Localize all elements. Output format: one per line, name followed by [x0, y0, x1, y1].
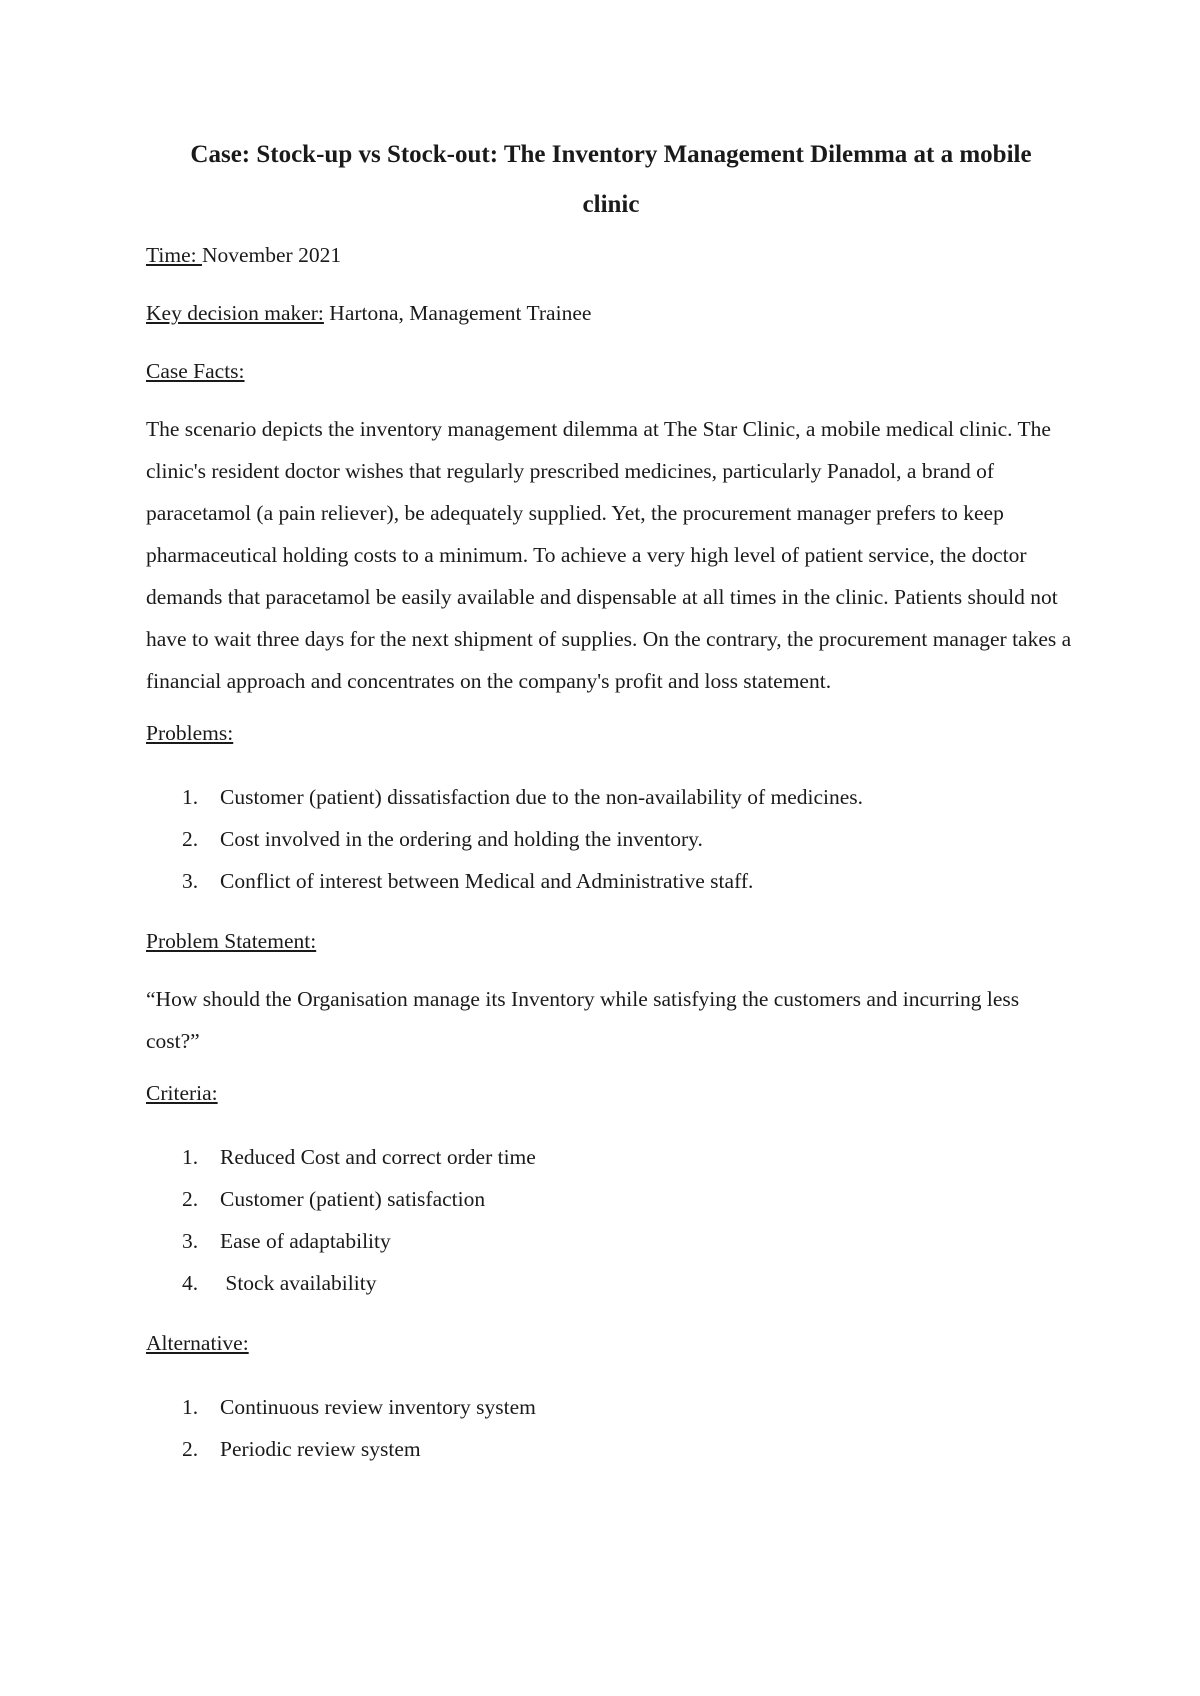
document-page — [146, 130, 1076, 1494]
list-item: 1. Reduced Cost and correct order time — [182, 1145, 536, 1169]
criteria-list — [146, 1136, 1076, 1304]
list-item: 1. Customer (patient) dissatisfaction due to the non-availability of medicines. — [182, 785, 864, 809]
time-line — [146, 240, 1076, 270]
alternative-heading: Alternative: — [146, 1331, 249, 1355]
list-item: 3. Conflict of interest between Medical and Administrative staff. — [182, 869, 754, 893]
list-item: 2. Cost involved in the ordering and holding the inventory. — [182, 827, 703, 851]
list-item: 2. Customer (patient) satisfaction — [182, 1187, 486, 1211]
document-title: Case: Stock-up vs Stock-out: The Inventory Management Dilemma at a mobile clinic — [190, 141, 1032, 218]
problem-statement-heading: Problem Statement: — [146, 929, 317, 953]
list-item: 2. Periodic review system — [182, 1437, 421, 1461]
decision-maker-line — [146, 298, 1076, 328]
problems-list — [146, 776, 1076, 902]
criteria-heading: Criteria: — [146, 1081, 218, 1105]
list-item: 4. Stock availability — [182, 1271, 377, 1295]
list-item: 1. Continuous review inventory system — [182, 1395, 536, 1419]
problems-heading: Problems: — [146, 721, 234, 745]
case-facts-heading: Case Facts: — [146, 359, 245, 383]
list-item: 3. Ease of adaptability — [182, 1229, 391, 1253]
alternative-list — [146, 1386, 1076, 1470]
time-label: Time: — [146, 243, 202, 267]
decision-maker-value: Hartona, Management Trainee — [323, 301, 592, 325]
problem-statement-text: “How should the Organisation manage its Inventory while satisfying the customers and incurring less cost?” — [146, 987, 1020, 1053]
decision-maker-label: Key decision maker: — [146, 301, 324, 325]
time-value: November 2021 — [201, 243, 342, 267]
case-facts-text: The scenario depicts the inventory management dilemma at The Star Clinic, a mobile medical clinic. The clinic's resident doctor wishes that regularly prescribed medicines, particularly Panadol, a brand of paracetamol (a pain reliever), be adequately supplied. Yet, the procurement manager prefers to keep pharmaceutical holding costs to a minimum. To achieve a very high level of patient service, the doctor demands that paracetamol be easily available and dispensable at all times in the clinic. Patients should not have to wait three days for the next shipment of supplies. On the contrary, the procurement manager takes a financial approach and concentrates on the company's profit and loss statement. — [146, 417, 1072, 693]
